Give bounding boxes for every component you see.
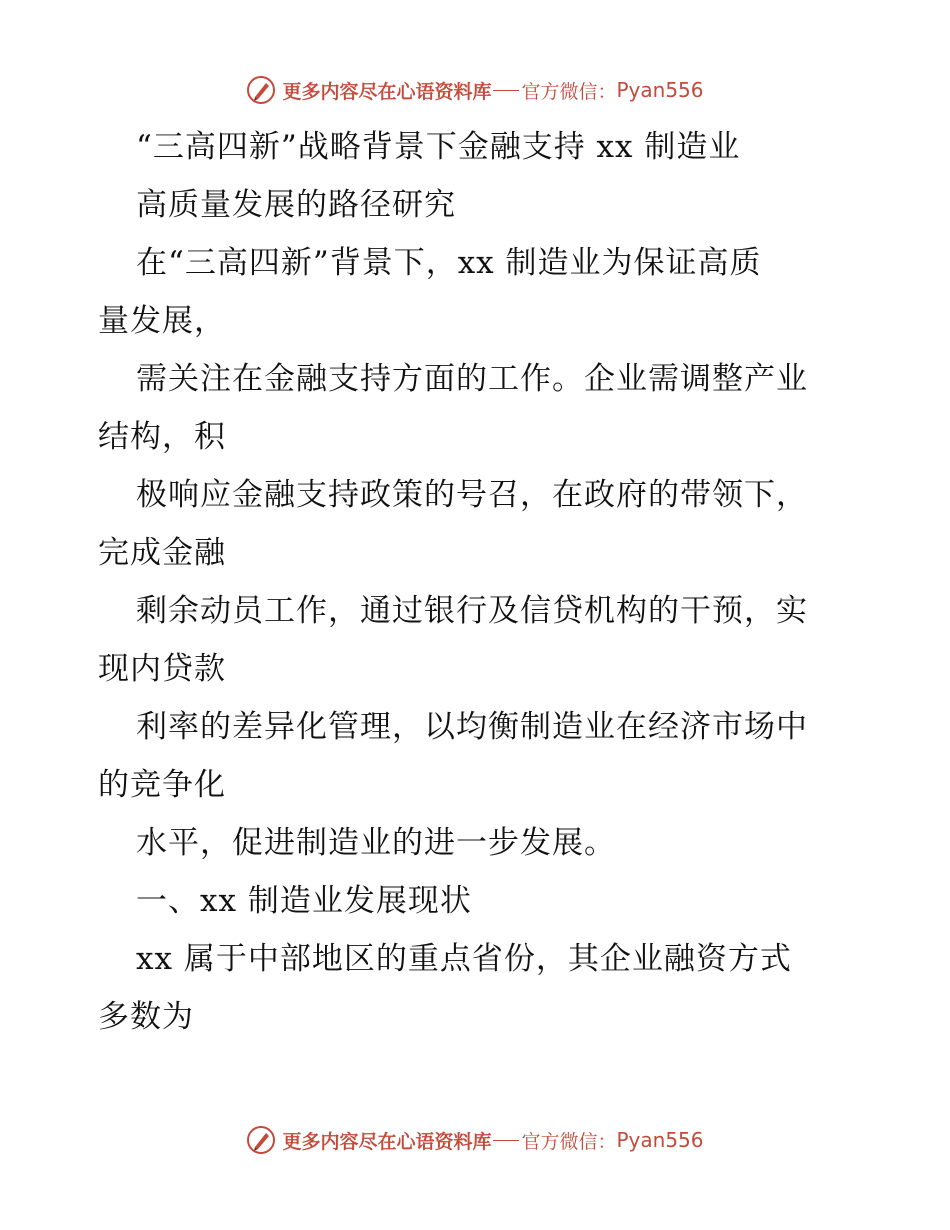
doc-line: 多数为 — [98, 999, 194, 1035]
pen-logo-icon — [246, 75, 276, 105]
watermark-footer — [0, 1120, 950, 1160]
doc-line: 结构，积 — [98, 419, 226, 455]
doc-line: 极响应金融支持政策的号召，在政府的带领下， — [136, 477, 808, 513]
doc-line: 利率的差异化管理，以均衡制造业在经济市场中 — [136, 709, 808, 745]
watermark-suffix: 官方微信： — [521, 80, 617, 103]
watermark-text: 更多内容尽在心语资料库 — [282, 80, 492, 103]
doc-line: “三高四新”战略背景下金融支持 xx 制造业 — [136, 129, 741, 165]
watermark-dash — [493, 1140, 519, 1141]
doc-line: 现内贷款 — [98, 651, 226, 687]
doc-line: 在“三高四新”背景下，xx 制造业为保证高质 — [136, 245, 762, 281]
doc-line: 量发展， — [98, 303, 226, 339]
watermark-header — [0, 70, 950, 110]
doc-line: 的竞争化 — [98, 767, 226, 803]
doc-line: 剩余动员工作，通过银行及信贷机构的干预，实 — [136, 593, 808, 629]
pen-logo-icon — [246, 1125, 276, 1155]
document-body — [98, 118, 858, 1046]
doc-line: 高质量发展的路径研究 — [136, 187, 456, 223]
doc-line: 完成金融 — [98, 535, 226, 571]
watermark-dash — [493, 90, 519, 91]
doc-line: 一、xx 制造业发展现状 — [136, 883, 472, 919]
doc-line: 需关注在金融支持方面的工作。企业需调整产业 — [136, 361, 808, 397]
watermark-id: Pyan556 — [616, 78, 704, 102]
watermark-text: 更多内容尽在心语资料库 — [282, 1130, 492, 1153]
doc-line: xx 属于中部地区的重点省份，其企业融资方式 — [136, 941, 792, 977]
watermark-suffix: 官方微信： — [521, 1130, 617, 1153]
watermark-id: Pyan556 — [616, 1128, 704, 1152]
doc-line: 水平，促进制造业的进一步发展。 — [136, 825, 616, 861]
